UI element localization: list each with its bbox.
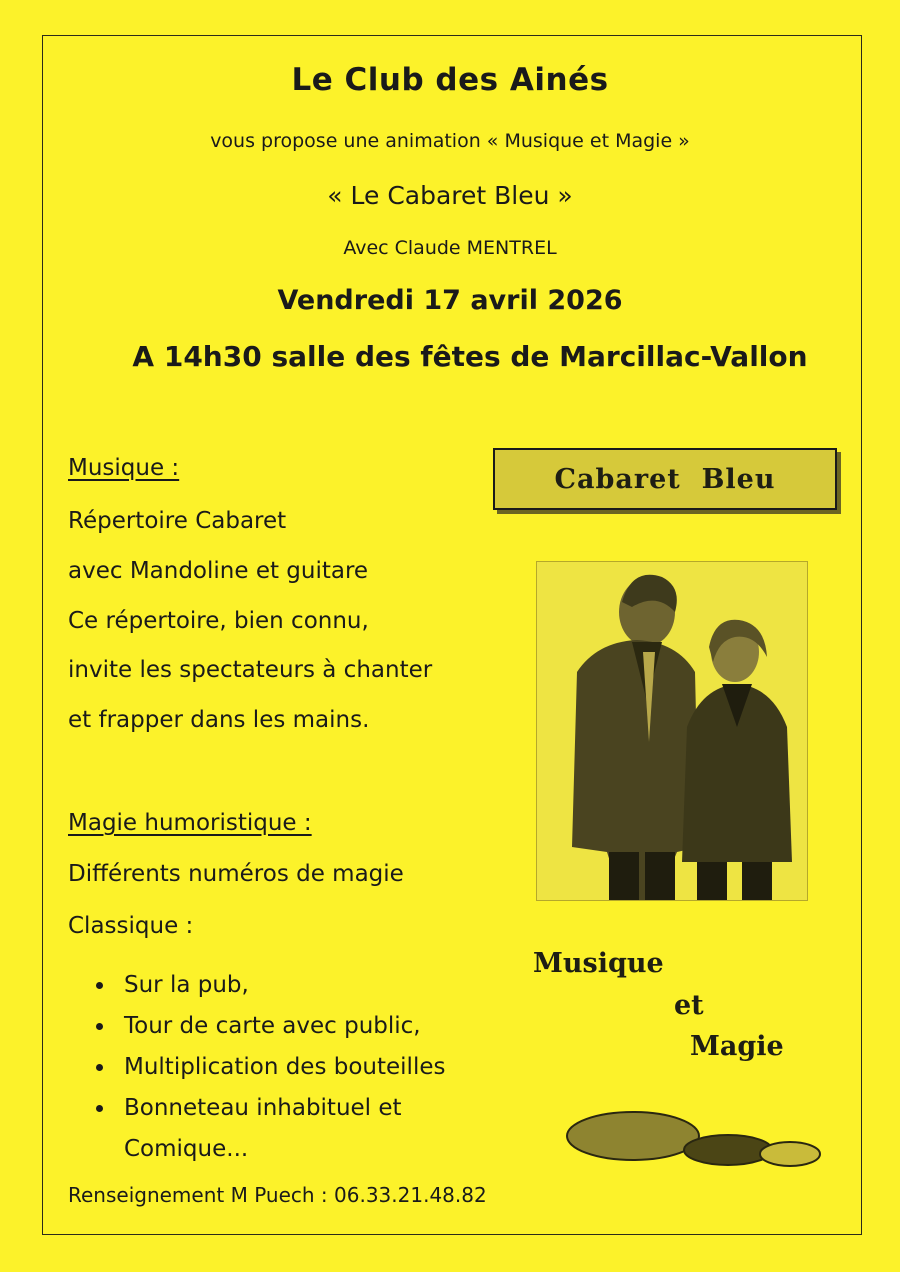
bullet-icon (96, 1105, 103, 1112)
magie-line: Différents numéros de magie (68, 861, 404, 887)
musique-line: Répertoire Cabaret (68, 508, 287, 534)
musique-heading: Musique : (68, 455, 180, 481)
subtitle: vous propose une animation « Musique et Magie » (210, 130, 690, 152)
event-date: Vendredi 17 avril 2026 (277, 285, 623, 316)
list-item: Tour de carte avec public, (94, 1006, 445, 1047)
artist: Avec Claude MENTREL (343, 237, 557, 259)
magie-heading: Magie humoristique : (68, 810, 312, 836)
musique-line: et frapper dans les mains. (68, 707, 370, 733)
list-item: Sur la pub, (94, 965, 445, 1006)
list-item: Multiplication des bouteilles (94, 1047, 445, 1088)
cabaret-banner (493, 448, 837, 510)
list-item: Bonneteau inhabituel et (94, 1088, 445, 1129)
magic-tricks-list (94, 965, 445, 1170)
side-word-musique: Musique (533, 948, 664, 979)
cabaret-banner-text: Cabaret Bleu (554, 463, 776, 495)
magie-line: Classique : (68, 913, 194, 939)
list-item-continuation: Comique... (124, 1136, 249, 1162)
side-word-magie: Magie (690, 1031, 784, 1062)
decorative-ovals (565, 1108, 825, 1172)
club-title: Le Club des Ainés (291, 62, 609, 98)
bullet-icon (96, 1064, 103, 1071)
musique-line: avec Mandoline et guitare (68, 558, 369, 584)
show-name: « Le Cabaret Bleu » (327, 181, 573, 210)
event-place: A 14h30 salle des fêtes de Marcillac-Vallon (132, 340, 808, 373)
performers-photo (536, 561, 808, 901)
musique-line: Ce répertoire, bien connu, (68, 608, 369, 634)
bullet-icon (96, 1023, 103, 1030)
contact-info: Renseignement M Puech : 06.33.21.48.82 (68, 1183, 487, 1207)
bullet-icon (96, 982, 103, 989)
musique-line: invite les spectateurs à chanter (68, 657, 433, 683)
side-word-et: et (674, 990, 704, 1021)
